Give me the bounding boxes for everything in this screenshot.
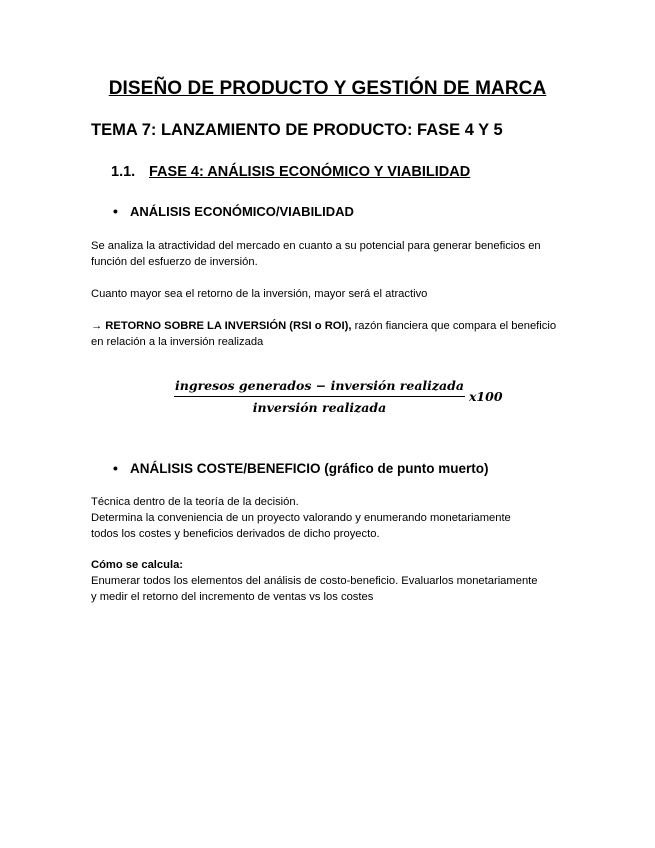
paragraph-return: Cuanto mayor sea el retorno de la inversión, mayor será el atractivo <box>91 288 428 300</box>
formula-multiplier: x100 <box>468 389 503 404</box>
paragraph-line: función del esfuerzo de inversión. <box>91 256 258 268</box>
paragraph-line: Determina la conveniencia de un proyecto valorando y enumerando monetariamente <box>91 512 511 524</box>
formula-denominator: inversión realizada <box>252 400 387 415</box>
section-heading <box>111 164 470 180</box>
paragraph-how-to-calculate <box>91 557 538 605</box>
paragraph-line: Se analiza la atractividad del mercado en cuanto a su potencial para generar beneficios en <box>91 240 541 252</box>
paragraph-line: y medir el retorno del incremento de ventas vs los costes <box>91 591 374 603</box>
arrow-right-icon: → <box>91 320 103 332</box>
bullet-cost-benefit <box>113 460 489 476</box>
document-title: DISEÑO DE PRODUCTO Y GESTIÓN DE MARCA <box>108 78 547 99</box>
roi-term: RETORNO SOBRE LA INVERSIÓN (RSI o ROI), <box>105 320 352 332</box>
paragraph-cost-benefit <box>91 494 511 542</box>
formula-fraction <box>174 378 465 415</box>
bullet-icon: • <box>113 460 118 476</box>
tema-heading: TEMA 7: LANZAMIENTO DE PRODUCTO: FASE 4 Y 5 <box>91 121 503 139</box>
paragraph-line: Enumerar todos los elementos del análisis de costo-beneficio. Evaluarlos monetariamente <box>91 575 538 587</box>
roi-formula <box>174 378 503 415</box>
how-label: Cómo se calcula: <box>91 559 184 571</box>
roi-definition: razón fianciera que compara el beneficio <box>354 320 557 332</box>
bullet-label: ANÁLISIS ECONÓMICO/VIABILIDAD <box>130 204 354 219</box>
bullet-icon: • <box>113 203 118 219</box>
paragraph-line: Técnica dentro de la teoría de la decisión. <box>91 496 299 508</box>
paragraph-line: todos los costes y beneficios derivados de dicho proyecto. <box>91 528 380 540</box>
section-number: 1.1. <box>111 164 136 180</box>
paragraph-roi <box>91 318 556 350</box>
formula-numerator: ingresos generados − inversión realizada <box>174 378 465 397</box>
paragraph-line <box>91 318 556 334</box>
paragraph-attractiveness <box>91 238 541 270</box>
bullet-suffix: (gráfico de punto muerto) <box>324 461 489 476</box>
bullet-label: ANÁLISIS COSTE/BENEFICIO <box>130 461 321 476</box>
section-title: FASE 4: ANÁLISIS ECONÓMICO Y VIABILIDAD <box>149 164 471 180</box>
paragraph-line: en relación a la inversión realizada <box>91 336 264 348</box>
bullet-economic-analysis <box>113 203 354 219</box>
